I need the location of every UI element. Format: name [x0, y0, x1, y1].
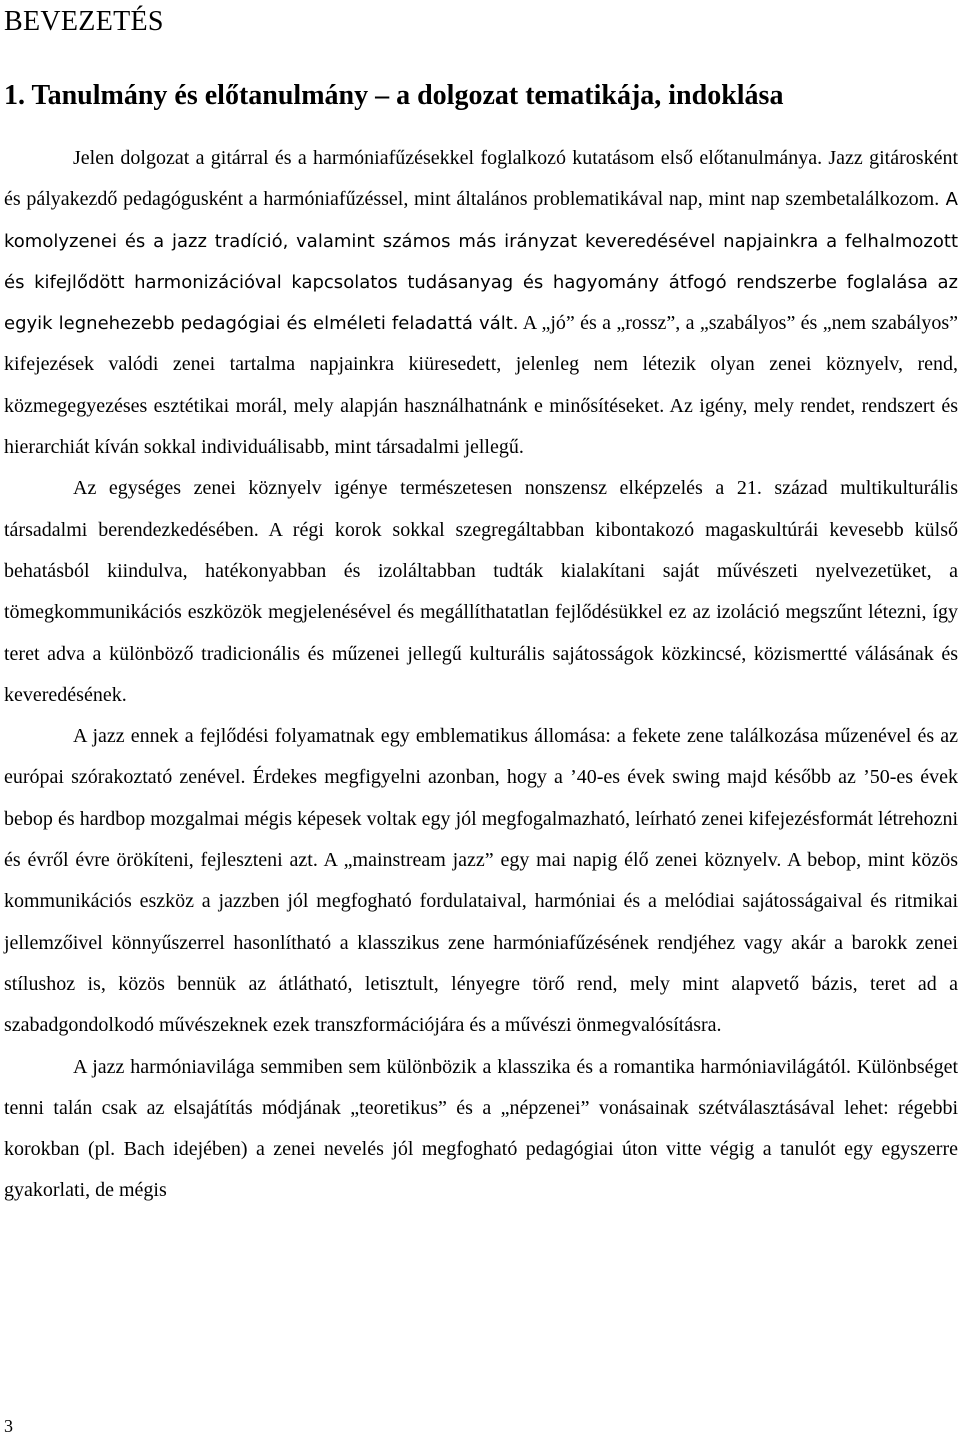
paragraph	[4, 1047, 958, 1212]
paragraph-text: A komolyzenei és a jazz tradíció, valamint számos más irányzat keveredésével napjainkra a felhalmozott és kifejlődött harmonizációval kapcsolatos tudásanyag és hagyomány átfogó rendszerbe foglalása az egyik legnehezebb pedagógiai és elméleti feladattá vált.	[4, 189, 958, 335]
page-number: 3	[4, 1416, 13, 1436]
paragraph-text: Érdekes megfigyelni azonban, hogy a ’40-es évek swing majd később az ’50-es évek bebop és hardbop mozgalmai mégis képesek voltak egy jól megfogalmazható, leírható zenei kifejezésformát létrehozni és évről évre örökíteni, fejleszteni azt. A „mainstream jazz” egy mai napig élő zenei köznyelv.	[4, 766, 959, 872]
paragraph-text: A „jó” és a „rossz”, a „szabályos” és „nem szabályos” kifejezések valódi zenei tartalma napjainkra kiüresedett, jelenleg nem létezik olyan zenei köznyelv, rend, közmegegyezéses esztétikai morál, mely alapján használhatnánk e minősítéseket. Az igény, mely rendet, rendszert és hierarchiát kíván sokkal individuálisabb, mint társadalmi jellegű.	[4, 312, 958, 459]
paragraph	[4, 138, 958, 468]
body-text	[4, 138, 958, 1212]
paragraph	[4, 716, 958, 1046]
paragraph-text: Jelen dolgozat a gitárral és a harmóniafűzésekkel foglalkozó kutatásom első előtanulmánya. Jazz gitárosként és pályakezdő pedagógusként a harmóniafűzéssel, mint általános problematikával nap, mint nap szembetalálkozom.	[4, 147, 958, 211]
paragraph-text: A régi korok sokkal szegregáltabban kibontakozó magaskultúrái kevesebb külső behatásból kiindulva, hatékonyabban és izoláltabban tudták kialakítani saját művészeti nyelvezetüket, a tömegkommunikációs eszközök megjelenésével és megállíthatatlan fejlődésükkel ez az izoláció megszűnt létezni, így teret adva a különböző tradicionális és műzenei jellegű kulturális sajátosságok közkincsé, közismertté válásának és keveredésének.	[4, 518, 959, 706]
paragraph-text: A jazz ennek a fejlődési folyamatnak egy emblematikus állomása: a fekete zene találkozása műzenével és az európai szórakoztató zenével.	[4, 725, 958, 789]
paragraph	[4, 468, 958, 716]
chapter-heading: BEVEZETÉS	[4, 6, 164, 37]
section-heading: 1. Tanulmány és előtanulmány – a dolgozat tematikája, indoklása	[4, 80, 784, 111]
paragraph-text: Az egységes zenei köznyelv igénye természetesen nonszensz elképzelés a 21. század multikulturális társadalmi berendezkedésében.	[4, 477, 958, 541]
paragraph-text: A bebop, mint közös kommunikációs eszköz a jazzben jól megfogható fordulataival, harmóniai és a melódiai sajátosságaival és ritmikai jellemzőivel könnyűszerrel hasonlítható a klasszikus zene harmóniafűzésének rendjéhez vagy akár a barokk zenei stílushoz is, közös bennük az átlátható, letisztult, lényegre törő rend, mely mint alapvető bázis, teret ad a szabadgondolkodó művészeknek ezek transzformációjára és a művészi önmegvalósításra.	[4, 849, 958, 1037]
paragraph-text: A jazz harmóniavilága semmiben sem különbözik a klasszika és a romantika harmóniavilágától. Különbséget tenni talán csak az elsajátítás módjának „teoretikus” és a „népzenei” vonásainak szétválasztásával lehet: régebbi korokban (pl. Bach idejében) a zenei nevelés jól megfogható pedagógiai úton vitte végig a tanulót egy egyszerre gyakorlati, de mégis	[4, 1055, 958, 1202]
